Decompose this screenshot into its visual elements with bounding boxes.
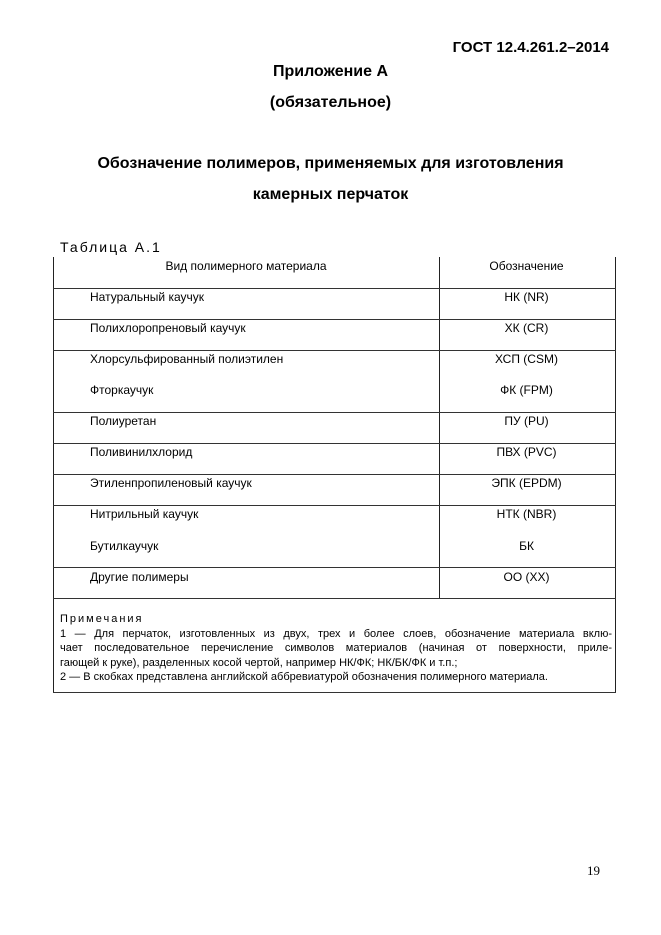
table-row-code: ХСП (CSM) (495, 352, 558, 366)
table-row-code: ФК (FPM) (500, 383, 553, 397)
table-row-name: Бутилкаучук (90, 539, 159, 553)
table-row-name: Натуральный каучук (90, 290, 205, 304)
table-row-code: НК (NR) (504, 290, 549, 304)
table-row-name: Этиленпропиленовый каучук (90, 476, 252, 490)
table-row-code: ПВХ (PVC) (496, 445, 557, 459)
appendix-heading-line1: Обозначение полимеров, применяемых для изготовления (97, 155, 564, 172)
column-header-designation: Обозначение (489, 259, 564, 273)
table-notes (60, 612, 612, 685)
table-row-name: Полиуретан (90, 414, 157, 428)
table-row-name: Поливинилхлорид (90, 445, 193, 459)
note-line: чает последовательное перечисление символов материалов (начиная от поверхности, приле- (60, 642, 612, 655)
notes-title: Примечания (60, 613, 144, 625)
table-row-code: НТК (NBR) (496, 507, 557, 521)
appendix-heading-line2: камерных перчаток (252, 186, 409, 203)
table-row-code: ПУ (PU) (504, 414, 549, 428)
page-number: 19 (587, 863, 600, 878)
column-header-material: Вид полимерного материала (165, 259, 327, 273)
table-row-code: БК (519, 539, 534, 553)
table-row-code: ЭПК (EPDM) (491, 476, 562, 490)
table-row-name: Нитрильный каучук (90, 507, 199, 521)
table-row-code: ОО (ХХ) (503, 570, 550, 584)
table-row-name: Хлорсульфированный полиэтилен (90, 352, 284, 366)
table-row-name: Другие полимеры (90, 570, 189, 584)
standard-code: ГОСТ 12.4.261.2–2014 (452, 39, 609, 56)
table-label: Таблица А.1 (60, 239, 162, 255)
table-row-name: Фторкаучук (90, 383, 154, 397)
table-row-code: ХК (CR) (504, 321, 549, 335)
appendix-title: Приложение А (272, 63, 389, 80)
note-line: гающей к руке), разделенных косой чертой, например НК/ФК; НК/БК/ФК и т.п.; (60, 656, 458, 669)
note-line: 2 — В скобках представлена английской аббревиатурой обозначения полимерного материала. (60, 671, 548, 684)
polymer-table (53, 257, 616, 693)
appendix-status: (обязательное) (269, 94, 392, 111)
table-row-name: Полихлоропреновый каучук (90, 321, 246, 335)
note-line: 1 — Для перчаток, изготовленных из двух, трех и более слоев, обозначение материала вклю- (60, 627, 612, 640)
